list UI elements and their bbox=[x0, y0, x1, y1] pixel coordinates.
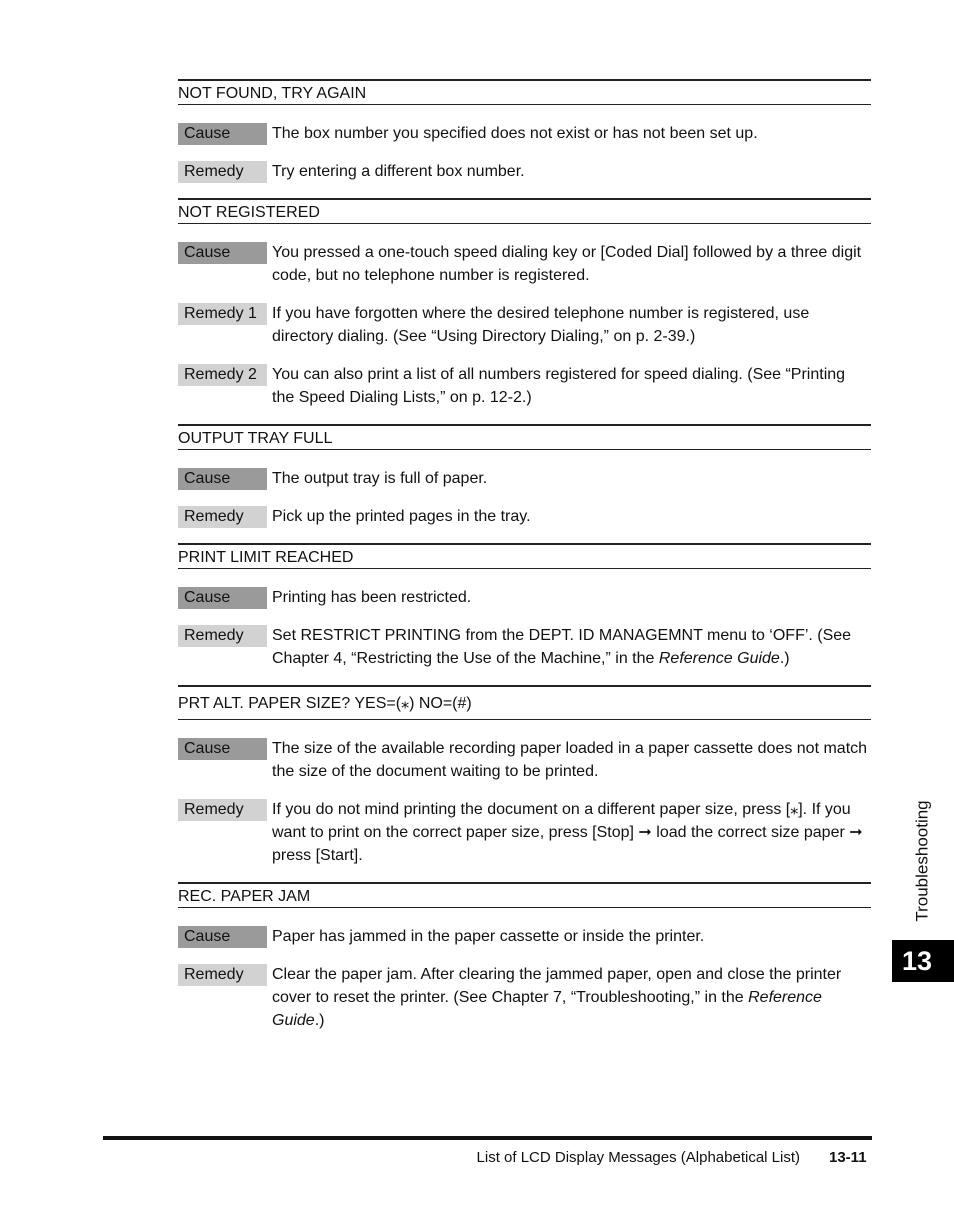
cause-row bbox=[178, 925, 871, 948]
remedy-row bbox=[178, 798, 871, 867]
remedy-text-end: .) bbox=[314, 1012, 325, 1029]
cause-text: The box number you specified does not exist or has not been set up. bbox=[272, 125, 758, 142]
remedy-text bbox=[267, 963, 871, 1032]
cause-row bbox=[178, 467, 871, 490]
remedy-label: Remedy bbox=[178, 506, 267, 528]
cause-row bbox=[178, 241, 871, 287]
remedy-text-main: Clear the paper jam. After clearing the jammed paper, open and close the printer cover to reset the printer. (See Chapter 7, “Troubleshooting,” in the bbox=[272, 966, 842, 1006]
chapter-side-label-text: Troubleshooting bbox=[913, 799, 933, 922]
remedy-row bbox=[178, 363, 871, 409]
cause-label: Cause bbox=[178, 587, 267, 609]
remedy-row bbox=[178, 160, 871, 183]
remedy-text-end: .) bbox=[779, 650, 790, 667]
cause-label: Cause bbox=[178, 468, 267, 490]
page-number: 13-11 bbox=[829, 1149, 867, 1166]
message-heading: NOT FOUND, TRY AGAIN bbox=[178, 79, 871, 105]
chapter-number-tab: 13 bbox=[892, 940, 954, 982]
remedy-label: Remedy bbox=[178, 799, 267, 821]
cause-row bbox=[178, 122, 871, 145]
remedy-label: Remedy 2 bbox=[178, 364, 267, 386]
message-entry bbox=[178, 424, 871, 543]
remedy-row bbox=[178, 302, 871, 348]
chapter-side-label bbox=[892, 788, 954, 933]
cause-text: Printing has been restricted. bbox=[272, 589, 472, 606]
cause-label: Cause bbox=[178, 926, 267, 948]
remedy-label: Remedy bbox=[178, 625, 267, 647]
remedy-text: If you do not mind printing the document on a different paper size, press [⁎]. If you want to print on the correct paper size, press [Stop] ➞ load the correct size paper ➞ press [Start]. bbox=[272, 801, 863, 864]
message-entry bbox=[178, 543, 871, 685]
remedy-text bbox=[267, 624, 871, 670]
remedy-label: Remedy bbox=[178, 964, 267, 986]
message-entry bbox=[178, 79, 871, 198]
remedy-text: Pick up the printed pages in the tray. bbox=[272, 508, 531, 525]
reference-guide-title: Reference Guide bbox=[272, 989, 822, 1029]
remedy-text: You can also print a list of all numbers registered for speed dialing. (See “Printing the Speed Dialing Lists,” on p. 12-2.) bbox=[272, 366, 846, 406]
footer-title: List of LCD Display Messages (Alphabetical List) bbox=[476, 1149, 800, 1166]
message-heading: NOT REGISTERED bbox=[178, 198, 871, 224]
footer-divider bbox=[103, 1136, 872, 1140]
remedy-text-main: Set RESTRICT PRINTING from the DEPT. ID MANAGEMNT menu to ‘OFF’. (See Chapter 4, “Restricting the Use of the Machine,” in the bbox=[272, 627, 852, 667]
reference-guide-title: Reference Guide bbox=[658, 650, 780, 667]
cause-label: Cause bbox=[178, 738, 267, 760]
remedy-text: Try entering a different box number. bbox=[272, 163, 525, 180]
remedy-label: Remedy 1 bbox=[178, 303, 267, 325]
remedy-row bbox=[178, 505, 871, 528]
remedy-text: If you have forgotten where the desired telephone number is registered, use directory dialing. (See “Using Directory Dialing,” on p. 2-39.) bbox=[272, 305, 810, 345]
remedy-label: Remedy bbox=[178, 161, 267, 183]
message-heading: OUTPUT TRAY FULL bbox=[178, 424, 871, 450]
message-heading: PRINT LIMIT REACHED bbox=[178, 543, 871, 569]
cause-row bbox=[178, 586, 871, 609]
message-heading: PRT ALT. PAPER SIZE? YES=(⁎) NO=(#) bbox=[178, 685, 871, 720]
cause-text: You pressed a one-touch speed dialing key or [Coded Dial] followed by a three digit code, but no telephone number is registered. bbox=[272, 244, 862, 284]
cause-row bbox=[178, 737, 871, 783]
remedy-row bbox=[178, 963, 871, 1032]
cause-text: The size of the available recording paper loaded in a paper cassette does not match the size of the document waiting to be printed. bbox=[272, 740, 868, 780]
cause-label: Cause bbox=[178, 242, 267, 264]
message-entry bbox=[178, 198, 871, 424]
cause-text: The output tray is full of paper. bbox=[272, 470, 488, 487]
message-entry bbox=[178, 685, 871, 882]
remedy-row bbox=[178, 624, 871, 670]
message-list bbox=[178, 79, 871, 1047]
message-heading: REC. PAPER JAM bbox=[178, 882, 871, 908]
cause-text: Paper has jammed in the paper cassette or inside the printer. bbox=[272, 928, 705, 945]
cause-label: Cause bbox=[178, 123, 267, 145]
message-entry bbox=[178, 882, 871, 1047]
